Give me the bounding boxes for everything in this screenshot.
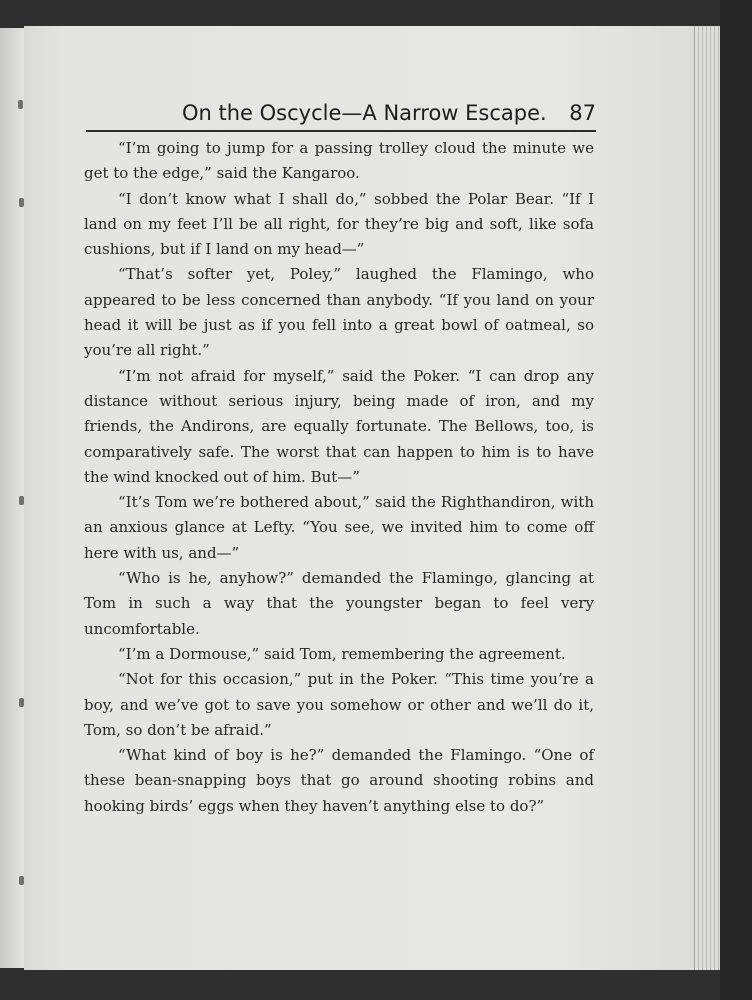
paragraph: “I don’t know what I shall do,” sobbed the Polar Bear. “If I land on my feet I’ll be all right, for they’re big and soft, like sofa cushions, but if I land on my head—”	[84, 189, 594, 259]
header-rule	[86, 130, 596, 132]
paragraph: “Who is he, anyhow?” demanded the Flamingo, glancing at Tom in such a way that the youngster began to feel very uncomfortable.	[84, 569, 594, 638]
paragraph: “What kind of boy is he?” demanded the Flamingo. “One of these bean-snapping boys that go around shooting robins and hooking birds’ eggs when they haven’t anything else to do?”	[84, 746, 594, 815]
paragraph: “Not for this occasion,” put in the Poker. “This time you’re a boy, and we’ve got to save you somehow or other and we’ll do it, Tom, so don’t be afraid.”	[84, 670, 594, 739]
binding-thread-mark	[19, 198, 24, 207]
paragraph: “I’m going to jump for a passing trolley cloud the minute we get to the edge,” said the Kangaroo.	[84, 139, 594, 183]
binding-thread-mark	[19, 876, 24, 885]
paragraph: “That’s softer yet, Poley,” laughed the Flamingo, who appeared to be less concerned than anybody. “If you land on your head it will be just as if you fell into a great bowl of oatmeal, so you’re all right.”	[84, 265, 594, 360]
paragraph: “I’m a Dormouse,” said Tom, remembering the agreement.	[118, 644, 566, 663]
binding-thread-mark	[19, 698, 24, 707]
paragraph: “I’m not afraid for myself,” said the Poker. “I can drop any distance without serious injury, being made of iron, and my friends, the Andirons, are equally fortunate. The Bellows, too, is comparatively safe. The worst that can happen to him is to have the wind knocked out of him. But—”	[84, 366, 594, 486]
running-head: On the Oscycle—A Narrow Escape.	[182, 101, 547, 125]
paragraph: “It’s Tom we’re bothered about,” said the Righthandiron, with an anxious glance at Lefty. “You see, we invited him to come off here with us, and—”	[84, 493, 594, 562]
body-text	[84, 136, 594, 819]
page-number: 87	[569, 101, 596, 125]
page-stack-edge	[694, 26, 721, 970]
book-cover-edge	[720, 0, 752, 1000]
binding-thread-mark	[19, 496, 24, 505]
binding-thread-mark	[18, 100, 23, 109]
